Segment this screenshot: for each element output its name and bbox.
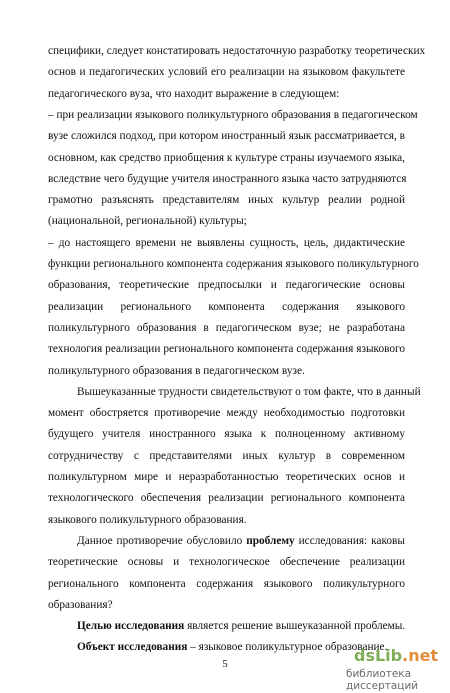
- text-line: Вышеуказанные трудности свидетельствуют о том факте, что в данный: [77, 385, 421, 398]
- text-line: будущего учителя иностранного языка к полноценному активному: [48, 428, 405, 441]
- text-line: теоретические основы и технологическое обеспечение реализации: [48, 556, 405, 569]
- text-line: сотрудничеству с представителями иных культур в современном: [48, 449, 405, 462]
- watermark-logo: [354, 646, 438, 665]
- text-line: момент обостряется противоречие между необходимостью подготовки: [48, 407, 405, 420]
- text-line: поликультурного образования в педагогическом вузе; не разработана: [48, 321, 405, 334]
- text-line: языкового поликультурного образования.: [48, 513, 247, 526]
- text-line: (национальной, региональной) культуры;: [48, 215, 247, 228]
- text-line: специфики, следует констатировать недостаточную разработку теоретических: [48, 45, 426, 57]
- bold-term: Объект исследования: [77, 641, 188, 654]
- bold-term: Целью исследования: [77, 620, 185, 633]
- watermark-logo-dot: .net: [402, 646, 439, 665]
- text-line: основ и педагогических условий его реализации на языковом факультете: [48, 66, 405, 79]
- text-line: образования, теоретические предпосылки и педагогические основы: [48, 279, 405, 292]
- text-line: Целью исследования является решение вышеуказанной проблемы.: [77, 620, 406, 633]
- watermark-logo-main: dsLib: [354, 646, 403, 665]
- text-line: технология реализации регионального компонента содержания языкового: [48, 343, 405, 356]
- text-line: поликультурном мире и неразработанностью теоретических основ и: [48, 471, 405, 483]
- text-line: реализации регионального компонента содержания языкового: [48, 300, 405, 313]
- text-line: регионального компонента содержания языкового поликультурного: [48, 577, 405, 590]
- bold-term: проблему: [246, 534, 295, 547]
- text-line: грамотно разъяснять представителям иных культур реалии родной: [48, 194, 405, 207]
- text-line: функции регионального компонента содержания языкового поликультурного: [48, 258, 419, 270]
- text-line: вузе сложился подход, при котором иностранный язык рассматривается, в: [48, 130, 405, 143]
- text-line: образования?: [48, 598, 113, 611]
- text-line: – при реализации языкового поликультурного образования в педагогическом: [48, 108, 418, 121]
- page-number: 5: [222, 658, 228, 670]
- watermark-subtitle: библиотека диссертаций: [346, 668, 419, 692]
- text-line: Данное противоречие обусловило проблему исследования: каковы: [77, 534, 405, 547]
- text-line: педагогического вуза, что находит выражение в следующем:: [48, 87, 340, 100]
- text-line: основном, как средство приобщения к культуре страны изучаемого языка,: [48, 151, 405, 164]
- text-line: технологического обеспечения реализации регионального компонента: [48, 492, 405, 505]
- text-line: – до настоящего времени не выявлены сущность, цель, дидактические: [48, 236, 405, 249]
- text-line: вследствие чего будущие учителя иностранного языка часто затрудняются: [48, 172, 407, 185]
- text-line: Объект исследования – языковое поликультурное образование.: [77, 641, 388, 654]
- text-line: поликультурного образования в педагогическом вузе.: [48, 364, 305, 377]
